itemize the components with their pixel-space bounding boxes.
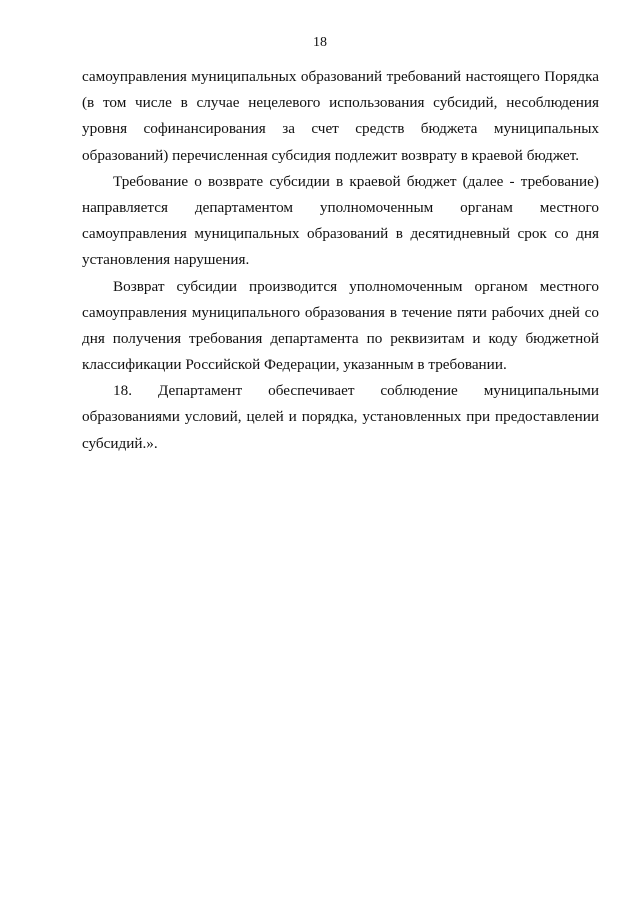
text-line: направляется департаментом уполномоченным органам местного — [82, 198, 599, 216]
paragraph-return-procedure — [82, 274, 599, 379]
text-line: Требование о возврате субсидии в краевой бюджет (далее - требование) — [113, 172, 599, 190]
text-line: установления нарушения. — [82, 251, 250, 269]
text-line: самоуправления муниципальных образований требований настоящего Порядка — [82, 68, 599, 85]
text-line: самоуправления муниципального образования в течение пяти рабочих дней со — [82, 303, 599, 321]
document-body — [82, 64, 599, 457]
paragraph-return-requirement — [82, 169, 599, 274]
text-line: субсидий.». — [82, 434, 158, 452]
page-number: 18 — [313, 35, 327, 50]
text-line: 18. Департамент обеспечивает соблюдение муниципальными — [113, 382, 599, 400]
paragraph-item-18 — [82, 378, 599, 457]
text-line: классификации Российской Федерации, указанным в требовании. — [82, 356, 507, 374]
text-line: самоуправления муниципальных образований в десятидневный срок со дня — [82, 225, 599, 243]
text-line: образований) перечисленная субсидия подлежит возврату в краевой бюджет. — [82, 146, 580, 164]
text-line: дня получения требования департамента по реквизитам и коду бюджетной — [82, 329, 599, 347]
text-line: (в том числе в случае нецелевого использования субсидий, несоблюдения — [82, 94, 599, 112]
text-line: Возврат субсидии производится уполномоченным органом местного — [113, 277, 599, 295]
text-line: образованиями условий, целей и порядка, установленных при предоставлении — [82, 408, 599, 426]
paragraph-subsidy-return-cases — [82, 64, 599, 169]
text-line: уровня софинансирования за счет средств бюджета муниципальных — [82, 120, 599, 138]
